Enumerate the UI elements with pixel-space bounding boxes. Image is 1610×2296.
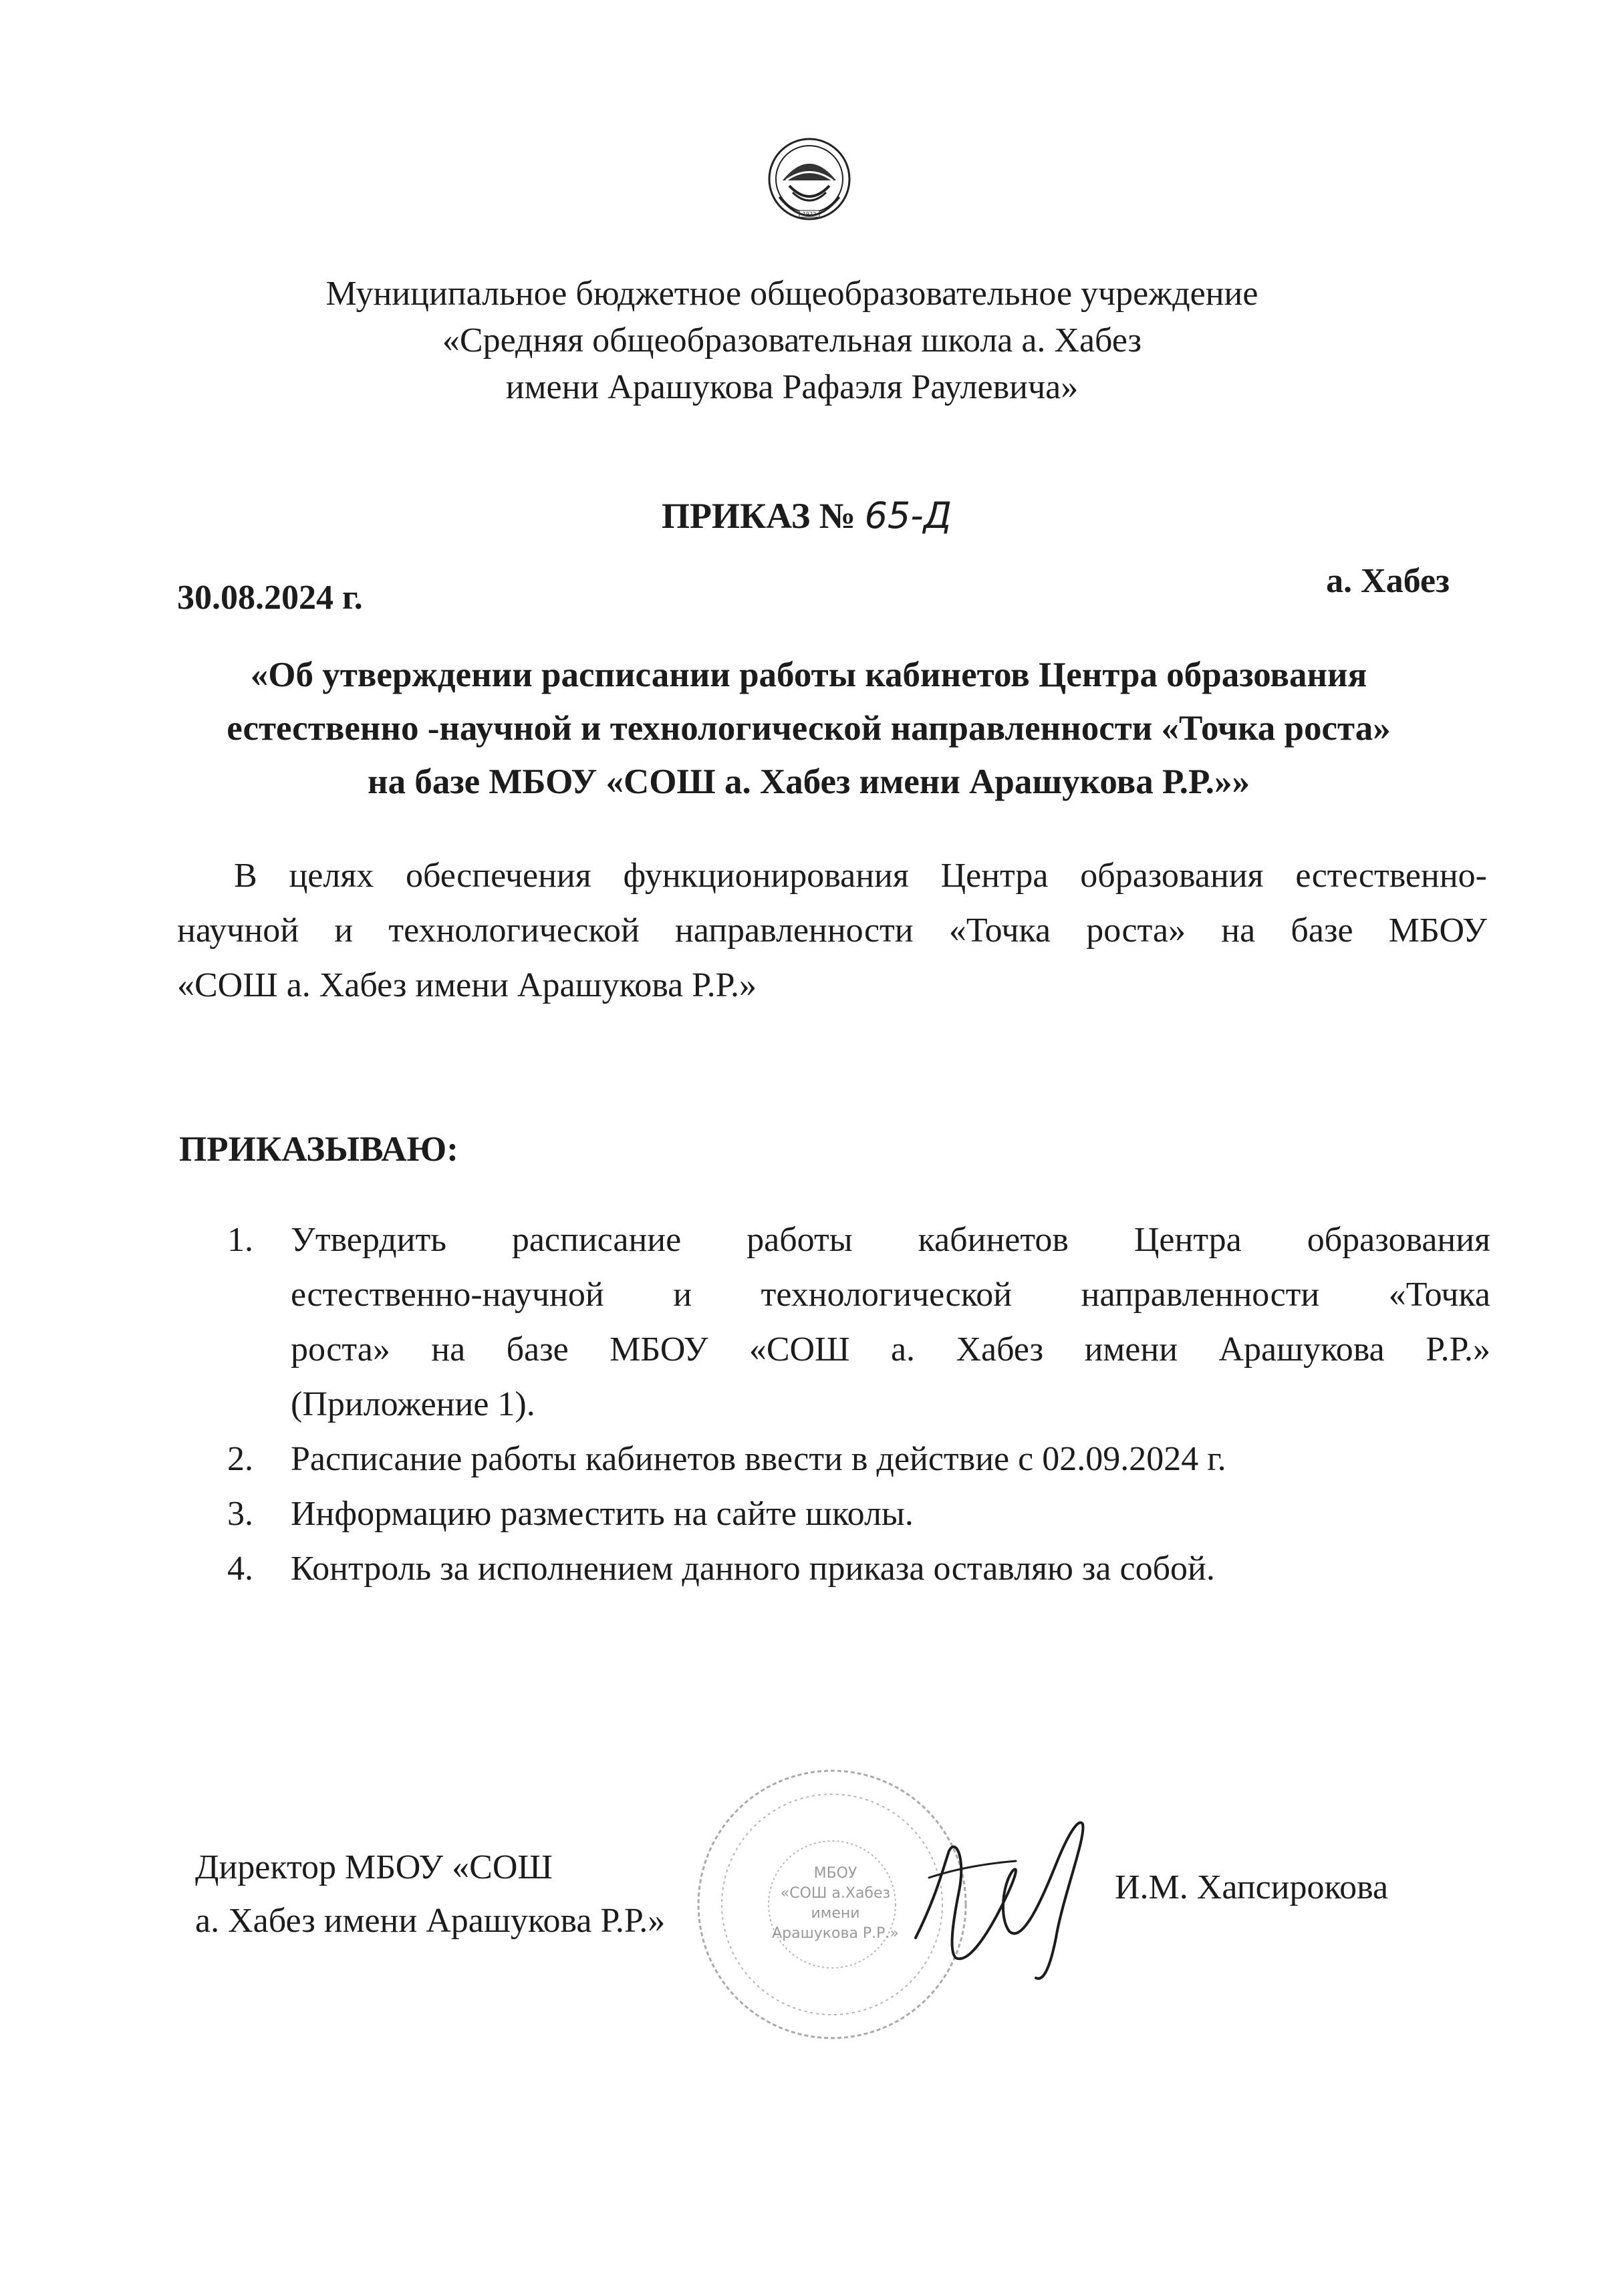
order-item-number: 3.	[227, 1495, 253, 1533]
stamp-text-line-1: МБОУ	[813, 1865, 857, 1882]
director-position-line-1: Директор МБОУ «СОШ	[195, 1848, 553, 1886]
order-item-line: роста» на базе МБОУ «СОШ а. Хабез имени Арашукова Р.Р.»	[291, 1330, 1490, 1369]
signer-name: И.М. Хапсирокова	[1115, 1868, 1389, 1906]
order-item	[227, 1432, 1490, 1487]
order-title	[662, 494, 952, 537]
institution-name-line-2: «Средняя общеобразовательная школа а. Хабез	[442, 321, 1142, 360]
order-item-line: Информацию разместить на сайте школы.	[291, 1495, 914, 1533]
director-position-line-2: а. Хабез имени Арашукова Р.Р.»	[195, 1902, 666, 1940]
order-place: а. Хабез	[1326, 562, 1450, 600]
order-date: 30.08.2024 г.	[177, 579, 363, 617]
coat-of-arms-emblem	[766, 134, 853, 234]
order-subject	[160, 648, 1457, 809]
handwritten-signature	[902, 1798, 1109, 1985]
order-item-line: Расписание работы кабинетов ввести в действие с 02.09.2024 г.	[291, 1440, 1226, 1478]
intro-paragraph	[177, 849, 1487, 1013]
intro-line-3: «СОШ а. Хабез имени Арашукова Р.Р.»	[177, 966, 757, 1004]
subject-line-3: на базе МБОУ «СОШ а. Хабез имени Арашукова Р.Р.»»	[368, 762, 1250, 801]
institution-name-line-1: Муниципальное бюджетное общеобразовательное учреждение	[325, 275, 1258, 313]
order-item-number: 4.	[227, 1550, 253, 1588]
ordering-label: ПРИКАЗЫВАЮ:	[179, 1130, 458, 1169]
stamp-text-line-4: Арашукова Р.Р.»	[772, 1925, 899, 1942]
institution-name-line-3: имени Арашукова Рафаэля Раулевича»	[505, 368, 1079, 406]
stamp-text-line-2: «СОШ а.Хабез	[780, 1885, 891, 1902]
order-item	[227, 1213, 1490, 1432]
order-item-line: естественно-научной и технологической направленности «Точка	[291, 1276, 1490, 1314]
order-item-line: Утвердить расписание работы кабинетов Центра образования	[291, 1221, 1490, 1259]
order-item	[227, 1487, 1490, 1542]
order-item-number: 1.	[227, 1221, 253, 1259]
emblem-year: 1922	[802, 211, 817, 217]
order-title-label: ПРИКАЗ №	[662, 496, 856, 536]
subject-line-2: естественно -научной и технологической направленности «Точка роста»	[227, 709, 1391, 748]
director-position	[195, 1841, 665, 1948]
order-item	[227, 1542, 1490, 1596]
stamp-text-line-3: имени	[811, 1905, 860, 1922]
order-item-number: 2.	[227, 1440, 253, 1478]
subject-line-1: «Об утверждении расписании работы кабинетов Центра образования	[250, 656, 1367, 694]
order-item-line: Контроль за исполнением данного приказа оставляю за собой.	[291, 1550, 1215, 1588]
intro-line-2: научной и технологической направленности «Точка роста» на базе МБОУ	[177, 911, 1487, 950]
order-item-line: (Приложение 1).	[291, 1385, 535, 1423]
order-items-list	[227, 1213, 1490, 1596]
institution-header	[200, 271, 1383, 411]
order-number-handwritten: 65-Д	[864, 494, 952, 537]
intro-line-1: В целях обеспечения функционирования Центра образования естественно-	[234, 857, 1487, 895]
